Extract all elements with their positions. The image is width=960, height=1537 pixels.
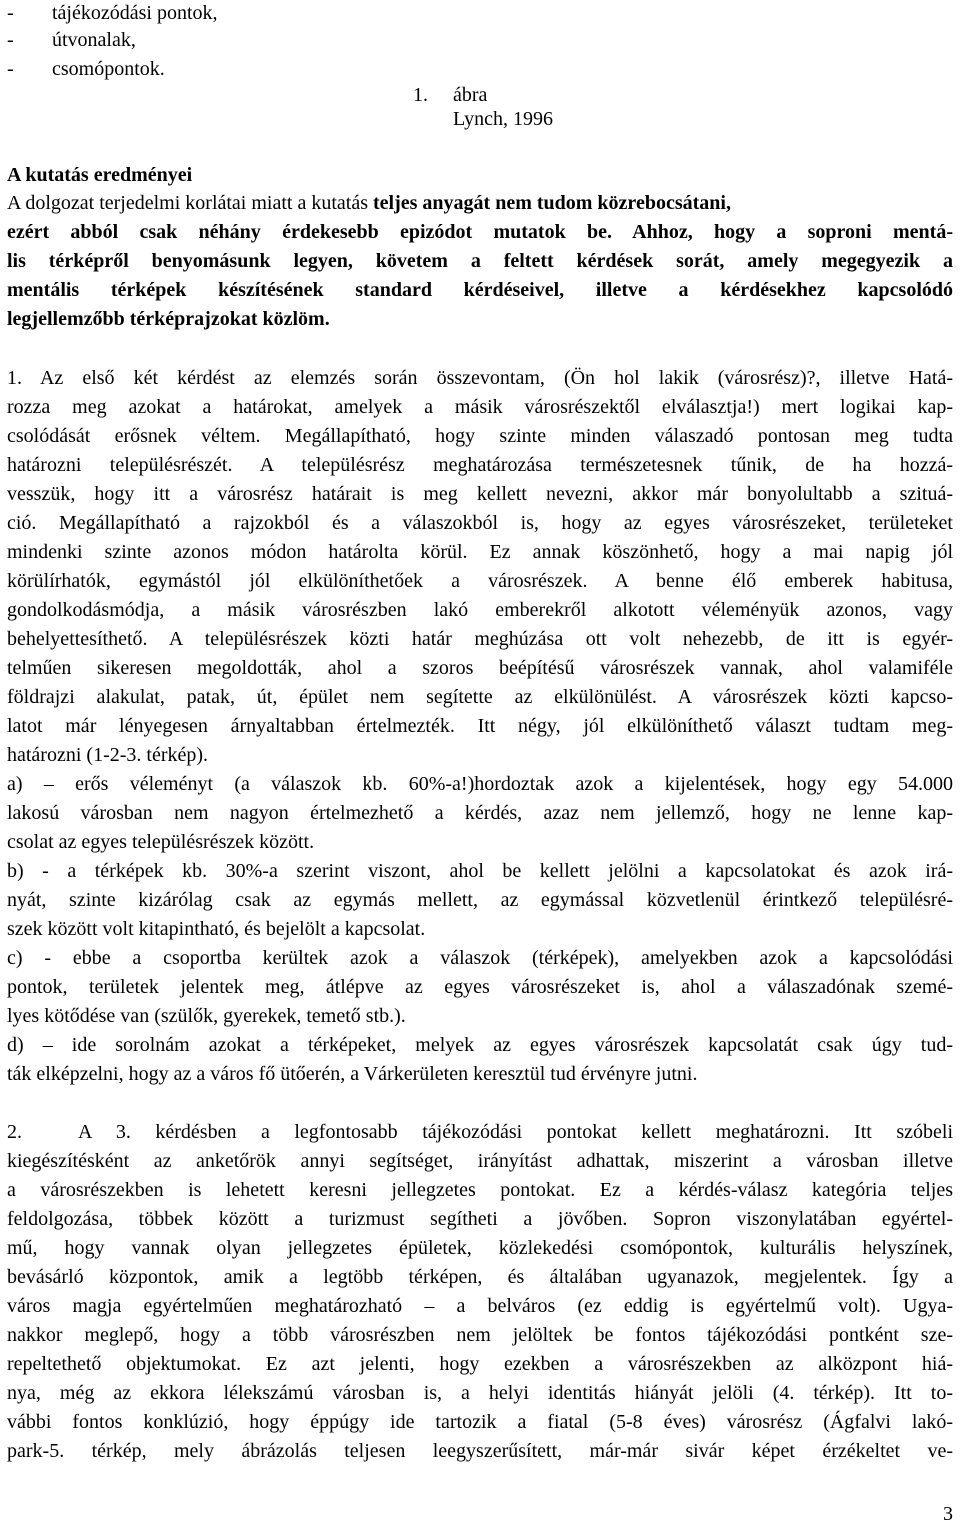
paragraph-line: bevásárló központok, amik a legtöbb térképen, és általában ugyanazok, megjelentek. Így a bbox=[7, 1266, 953, 1288]
paragraph-line: rozza meg azokat a határokat, amelyek a másik városrészektől elválasztja!) mert logikai kap- bbox=[7, 396, 953, 418]
paragraph-line: kiegészítésként az anketőrök annyi segítséget, irányítást adhattak, miszerint a városban illetve bbox=[7, 1150, 953, 1172]
list-line-d: d) – ide sorolnám azokat a térképeket, melyek az egyes városrészek kapcsolatát csak úgy tud- bbox=[7, 1034, 953, 1056]
page-number: 3 bbox=[943, 1503, 953, 1525]
paragraph-line: vábbi fontos konklúzió, hogy éppúgy ide tartozik a fiatal (5-8 éves) városrész (Ágfalvi lakó- bbox=[7, 1411, 953, 1433]
paragraph-line: telműen sikeresen megoldották, ahol a szoros beépítésű városrészek vannak, ahol valamiféle bbox=[7, 657, 953, 679]
intro-line-1-plain: A dolgozat terjedelmi korlátai miatt a kutatás bbox=[7, 192, 373, 214]
list-dash: - bbox=[7, 29, 14, 51]
paragraph-line: földrajzi alakulat, patak, út, épület nem segítette az elkülönülést. A városrészek közti kapcso- bbox=[7, 686, 953, 708]
intro-line: ezért abból csak néhány érdekesebb epizódot mutatok be. Ahhoz, hogy a soproni mentá- bbox=[7, 221, 953, 243]
paragraph-line: vesszük, hogy itt a városrész határait is meg kellett nevezni, akkor már bonyolultabb a szituá- bbox=[7, 483, 953, 505]
paragraph-line: pontok, területek jelentek meg, átlépve az egyes városrészeket is, ahol a válaszadónak szemé- bbox=[7, 976, 953, 998]
paragraph-line: ták elképzelni, hogy az a város fő ütőerén, a Várkerületen keresztül tud érvényre jutni. bbox=[7, 1063, 698, 1085]
paragraph-line: mű, hogy vannak olyan jellegzetes épületek, közlekedési csomópontok, kulturális helyszínek, bbox=[7, 1237, 953, 1259]
paragraph-line: lakosú városban nem nagyon értelmezhető a kérdés, azaz nem jellemző, hogy ne lenne kap- bbox=[7, 802, 953, 824]
paragraph-line: repeltethető objektumokat. Ez azt jelenti, hogy ezekben a városrészekben az alközpont hiá- bbox=[7, 1353, 953, 1375]
paragraph-line: város magja egyértelműen meghatározható – a belváros (ez eddig is egyértelmű volt). Ugya- bbox=[7, 1295, 953, 1317]
list-line-a: a) – erős véleményt (a válaszok kb. 60%-a!)hordoztak azok a kijelentések, hogy egy 54.000 bbox=[7, 773, 953, 795]
paragraph-line: A 3. kérdésben a legfontosabb tájékozódási pontokat kellett meghatározni. Itt szóbeli bbox=[78, 1121, 953, 1143]
intro-line-1-bold: teljes anyagát nem tudom közrebocsátani, bbox=[373, 192, 731, 214]
paragraph-line: latot már lényegesen árnyaltabban értelmezték. Itt négy, jól elkülöníthető választ tudtam meg- bbox=[7, 715, 953, 737]
list-item: tájékozódási pontok, bbox=[52, 2, 218, 24]
paragraph-number: 2. bbox=[7, 1121, 22, 1143]
paragraph-line: park-5. térkép, mely ábrázolás teljesen leegyszerűsített, már-már sivár képet érzékeltet ve- bbox=[7, 1440, 953, 1462]
figure-source: Lynch, 1996 bbox=[453, 108, 553, 130]
intro-line-1 bbox=[7, 189, 953, 218]
intro-line: mentális térképek készítésének standard kérdéseivel, illetve a kérdésekhez kapcsolódó bbox=[7, 279, 953, 301]
list-line-b: b) - a térképek kb. 30%-a szerint viszont, ahol be kellett jelölni a kapcsolatokat és azok irá- bbox=[7, 860, 953, 882]
paragraph-line: szek között volt kitapintható, és bejelölt a kapcsolat. bbox=[7, 918, 426, 940]
paragraph-line: a városrészekben is lehetett keresni jellegzetes pontokat. Ez a kérdés-válasz kategória teljes bbox=[7, 1179, 953, 1201]
paragraph-line: körülírhatók, egymástól jól elkülöníthetőek a városrészek. A benne élő emberek habitusa, bbox=[7, 570, 953, 592]
paragraph-line: feldolgozása, többek között a turizmust segítheti a jövőben. Sopron viszonylatában egyértel- bbox=[7, 1208, 953, 1230]
paragraph-line: nakkor meglepő, hogy a több városrészben nem jelöltek be fontos tájékozódási pontként sze- bbox=[7, 1324, 953, 1346]
list-dash: - bbox=[7, 2, 14, 24]
paragraph-line: nyát, szinte kizárólag csak az egymás mellett, az egymással közvetlenül érintkező településré- bbox=[7, 889, 953, 911]
paragraph-line: csolat az egyes településrészek között. bbox=[7, 831, 315, 853]
figure-label: ábra bbox=[453, 84, 488, 106]
intro-line: legjellemzőbb térképrajzokat közlöm. bbox=[7, 308, 330, 330]
list-dash: - bbox=[7, 58, 14, 80]
paragraph-line: nya, még az ekkora lélekszámú városban is, a helyi identitás hiányát jelöli (4. térkép). Itt to- bbox=[7, 1382, 953, 1404]
list-item: csomópontok. bbox=[52, 58, 165, 80]
paragraph-line: határozni (1-2-3. térkép). bbox=[7, 744, 209, 766]
paragraph-line: lyes kötődése van (szülők, gyerekek, temető stb.). bbox=[7, 1005, 406, 1027]
paragraph-line: mindenki szinte azonos módon határolta körül. Ez annak köszönhető, hogy a mai napig jól bbox=[7, 541, 953, 563]
figure-number: 1. bbox=[413, 84, 428, 106]
paragraph-line: 1. Az első két kérdést az elemzés során összevontam, (Ön hol lakik (városrész)?, illetve Hatá- bbox=[7, 367, 953, 389]
section-heading: A kutatás eredményei bbox=[7, 164, 193, 186]
paragraph-line: behelyettesíthető. A településrészek közti határ meghúzása ott volt nehezebb, de itt is egyér- bbox=[7, 628, 953, 650]
paragraph-line: gondolkodásmódja, a másik városrészben lakó emberekről alkotott véleményük azonos, vagy bbox=[7, 599, 953, 621]
paragraph-line: határozni településrészét. A településrész meghatározása természetesnek tűnik, de ha hozzá- bbox=[7, 454, 953, 476]
intro-line: lis térképről benyomásunk legyen, követem a feltett kérdések sorát, amely megegyezik a bbox=[7, 250, 953, 272]
list-line-c: c) - ebbe a csoportba kerültek azok a válaszok (térképek), amelyekben azok a kapcsolódási bbox=[7, 947, 953, 969]
list-item: útvonalak, bbox=[52, 29, 136, 51]
paragraph-line: csolódását erősnek véltem. Megállapítható, hogy szinte minden válaszadó pontosan meg tudta bbox=[7, 425, 953, 447]
paragraph-line: ció. Megállapítható a rajzokból és a válaszokból is, hogy az egyes városrészeket, területeket bbox=[7, 512, 953, 534]
